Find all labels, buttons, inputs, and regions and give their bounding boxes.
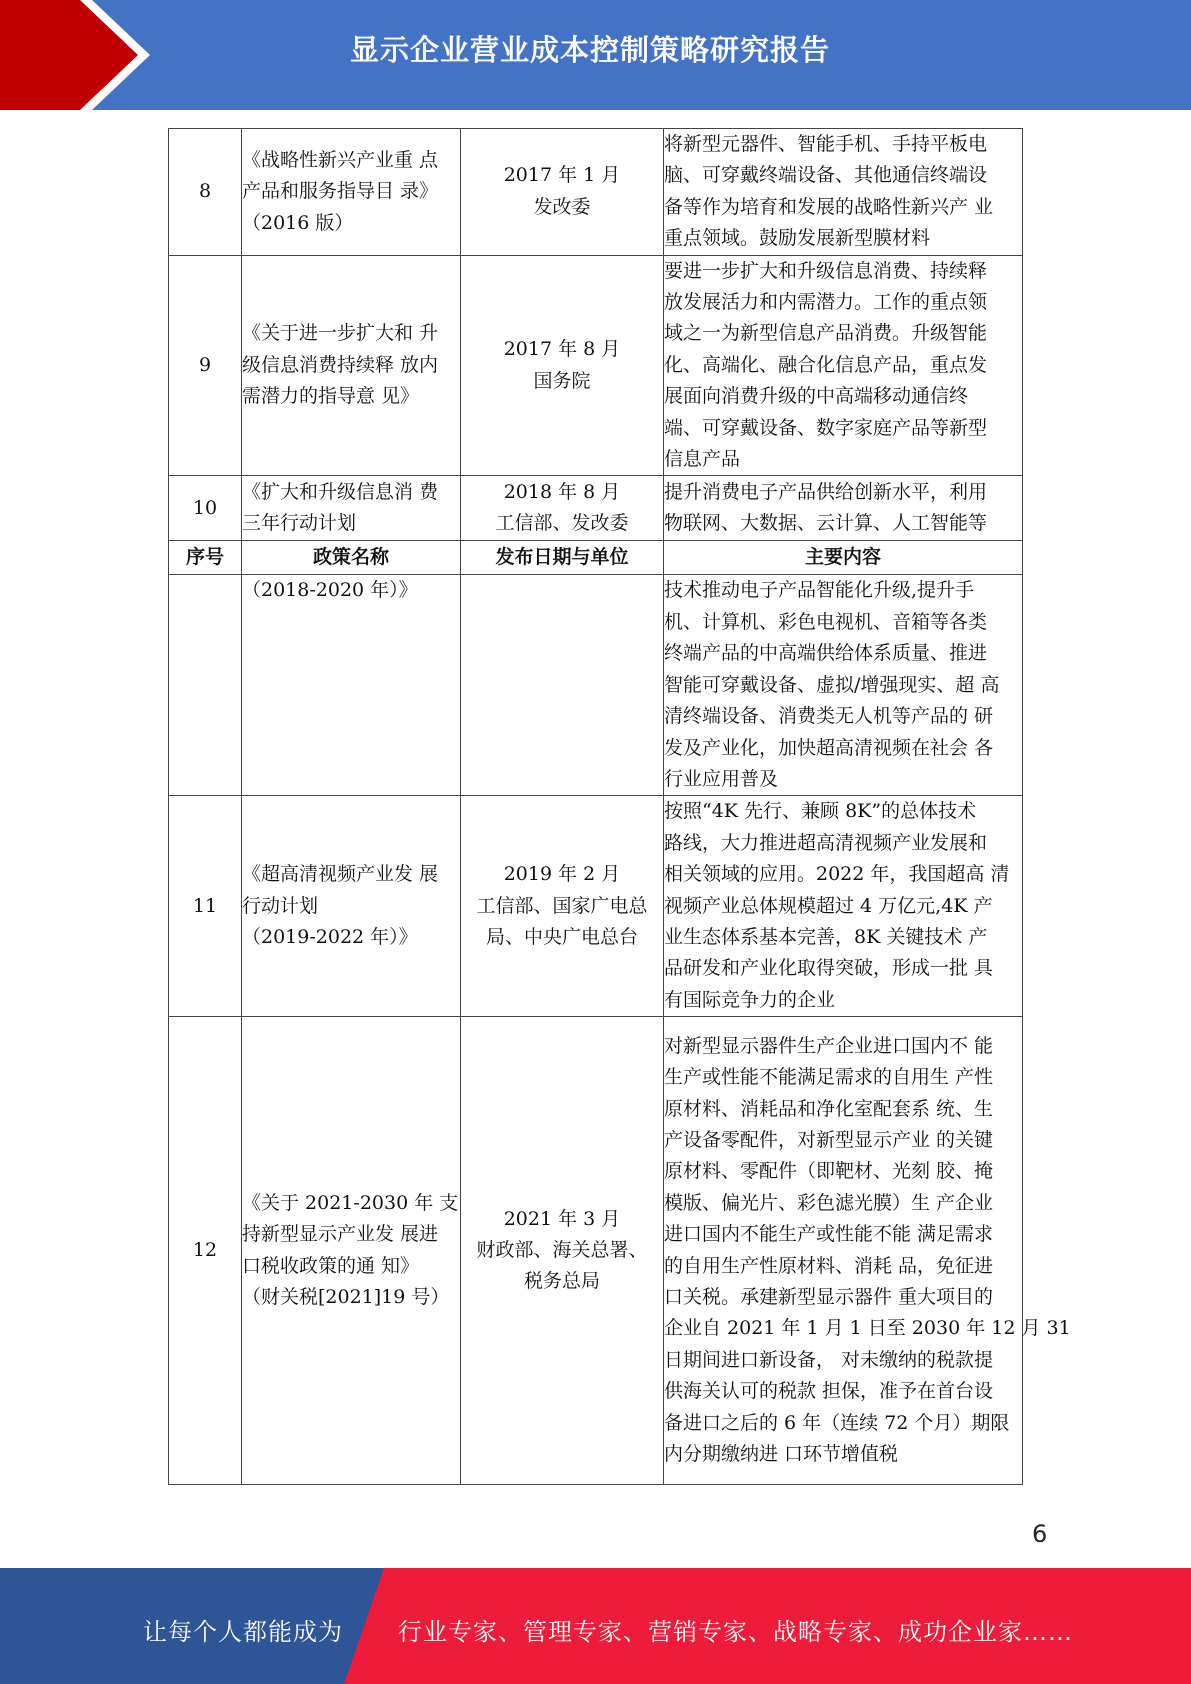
policy-name: 《扩大和升级信息消 费 三年行动计划 bbox=[242, 476, 461, 541]
release-date-unit bbox=[461, 575, 664, 796]
table-row bbox=[169, 129, 1023, 256]
policy-table bbox=[168, 128, 1071, 1485]
table-row bbox=[169, 1017, 1023, 1485]
policy-name: 《关于进一步扩大和 升 级信息消费持续释 放内 需潜力的指导意 见》 bbox=[242, 255, 461, 476]
column-header-date-unit: 发布日期与单位 bbox=[461, 541, 664, 575]
page-number: 6 bbox=[1032, 1520, 1048, 1548]
footer-slogan-left: 让每个人都能成为 bbox=[143, 1618, 343, 1646]
row-number bbox=[169, 575, 242, 796]
column-header-number: 序号 bbox=[169, 541, 242, 575]
release-date-unit: 2018 年 8 月 工信部、发改委 bbox=[461, 476, 664, 541]
table-row bbox=[169, 476, 1023, 541]
row-number: 8 bbox=[169, 129, 242, 256]
column-header-policy-name: 政策名称 bbox=[242, 541, 461, 575]
policy-name: （2018-2020 年）》 bbox=[242, 575, 461, 796]
policy-content: 提升消费电子产品供给创新水平，利用 物联网、大数据、云计算、人工智能等 bbox=[664, 476, 1023, 541]
footer-slogan-right: 行业专家、管理专家、营销专家、战略专家、成功企业家…… bbox=[398, 1618, 1073, 1646]
table-row bbox=[169, 255, 1023, 476]
policy-name: 《关于 2021-2030 年 支 持新型显示产业发 展进 口税收政策的通 知》 （财关税[2021]19 号） bbox=[242, 1017, 461, 1485]
policy-content: 按照“4K 先行、兼顾 8K”的总体技术 路线，大力推进超高清视频产业发展和 相关领域的应用。2022 年，我国超高 清 视频产业总体规模超过 4 万亿元,4K 产 业生态体系基本完善，8K 关键技术 产 品研发和产业化取得突破，形成一批 具 有国际竞争力的企业 bbox=[664, 796, 1023, 1017]
policy-content: 将新型元器件、智能手机、手持平板电 脑、可穿戴终端设备、其他通信终端设 备等作为培育和发展的战略性新兴产 业 重点领域。鼓励发展新型膜材料 bbox=[664, 129, 1023, 256]
row-number: 9 bbox=[169, 255, 242, 476]
policy-name: 《超高清视频产业发 展 行动计划 （2019-2022 年）》 bbox=[242, 796, 461, 1017]
document-title: 显示企业营业成本控制策略研究报告 bbox=[350, 33, 831, 67]
table-row bbox=[169, 796, 1023, 1017]
page-footer bbox=[0, 1568, 1191, 1684]
policy-content: 对新型显示器件生产企业进口国内不 能 生产或性能不能满足需求的自用生 产性 原材料、消耗品和净化室配套系 统、生 产设备零配件，对新型显示产业 的关键 原材料、零配件（即靶材、光刻 胶、掩 模版、偏光片、彩色滤光膜）生 产企业 进口国内不能生产或性能不能 满足需求 的自用生产性原材料、消耗 品，免征进 口关税。承建新型显示器件 重大项目的 企业自 2021 年 1 月 1 日至 2030 年 12 月 31 日期间进口新设备， 对未缴纳的税款提 供海关认可的税款 担保，准予在首台设 备进口之后的 6 年（连续 72 个月）期限 内分期缴纳进 口环节增值税 bbox=[664, 1017, 1023, 1485]
policy-content: 要进一步扩大和升级信息消费、持续释 放发展活力和内需潜力。工作的重点领 域之一为新型信息产品消费。升级智能 化、高端化、融合化信息产品，重点发 展面向消费升级的中高端移动通信终 端、可穿戴设备、数字家庭产品等新型 信息产品 bbox=[664, 255, 1023, 476]
release-date-unit: 2021 年 3 月 财政部、海关总署、 税务总局 bbox=[461, 1017, 664, 1485]
release-date-unit: 2017 年 1 月 发改委 bbox=[461, 129, 664, 256]
row-number: 12 bbox=[169, 1017, 242, 1485]
row-number: 10 bbox=[169, 476, 242, 541]
column-header-content: 主要内容 bbox=[664, 541, 1023, 575]
release-date-unit: 2017 年 8 月 国务院 bbox=[461, 255, 664, 476]
policy-content: 技术推动电子产品智能化升级,提升手 机、计算机、彩色电视机、音箱等各类 终端产品的中高端供给体系质量、推进 智能可穿戴设备、虚拟/增强现实、超 高 清终端设备、消费类无人机等产品的 研 发及产业化，加快超高清视频在社会 各 行业应用普及 bbox=[664, 575, 1023, 796]
table-row bbox=[169, 575, 1023, 796]
policy-name: 《战略性新兴产业重 点 产品和服务指导目 录》 （2016 版） bbox=[242, 129, 461, 256]
row-number: 11 bbox=[169, 796, 242, 1017]
page-header bbox=[0, 0, 1191, 110]
release-date-unit: 2019 年 2 月 工信部、国家广电总 局、中央广电总台 bbox=[461, 796, 664, 1017]
table-header-row bbox=[169, 541, 1023, 575]
